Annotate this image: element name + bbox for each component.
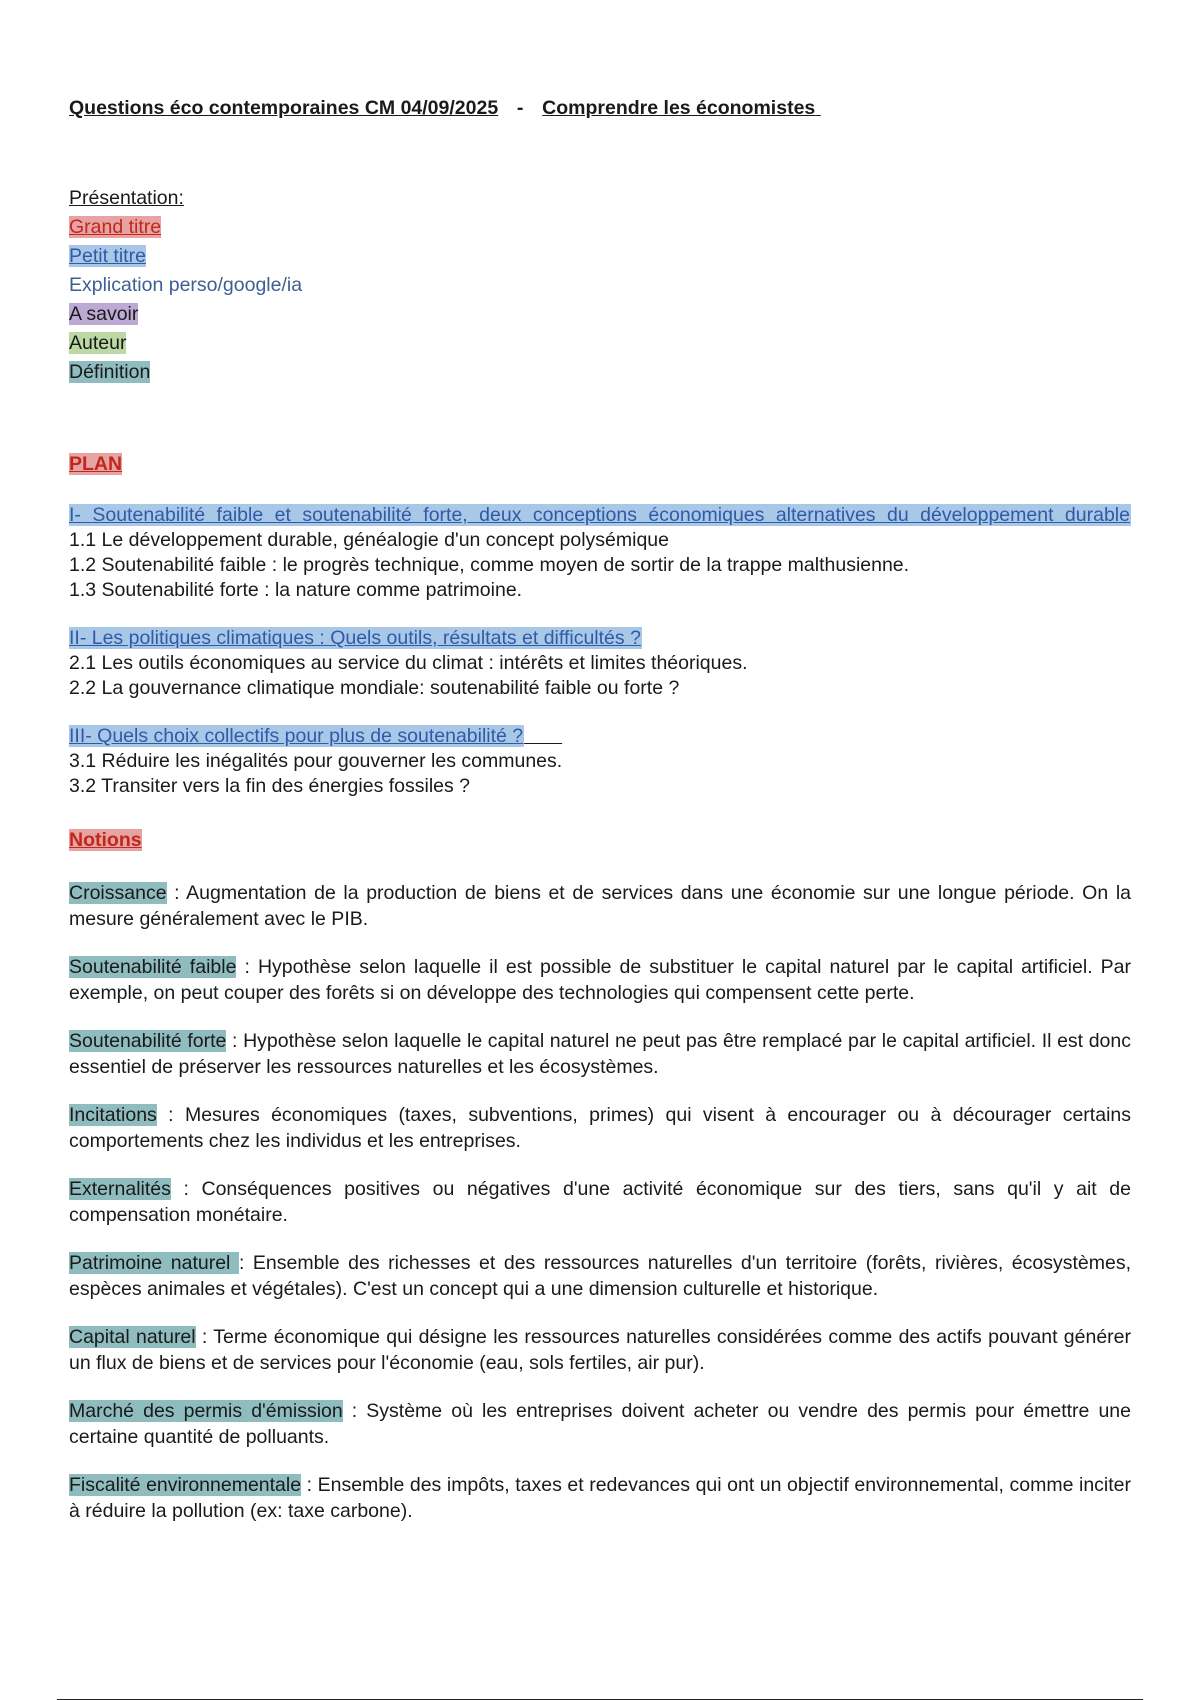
- plan-heading: [69, 451, 1131, 478]
- notion-term: Soutenabilité forte: [69, 1030, 227, 1052]
- legend-petit-titre: Petit titre: [69, 245, 146, 267]
- plan-section-2-title-text: II- Les politiques climatiques : Quels outils, résultats et difficultés ?: [69, 627, 641, 649]
- plan-section-2-title: [69, 626, 1131, 651]
- legend-definition: Définition: [69, 361, 151, 383]
- notion-definition: : Ensemble des richesses et des ressources naturelles d'un territoire (forêts, rivières, écosystèmes, espèces animales et végétales). C'est un concept qui a une dimension culturelle et historique.: [69, 1252, 1131, 1300]
- notion-definition: : Système où les entreprises doivent acheter ou vendre des permis pour émettre une certaine quantité de polluants.: [69, 1400, 1131, 1448]
- plan-item: 2.1 Les outils économiques au service du climat : intérêts et limites théoriques.: [69, 652, 748, 674]
- plan-item: 2.2 La gouvernance climatique mondiale: soutenabilité faible ou forte ?: [69, 677, 680, 699]
- title-separator: -: [516, 97, 524, 119]
- notion-item: [69, 1103, 1131, 1154]
- notion-term: Marché des permis d'émission: [69, 1400, 343, 1422]
- legend-grand-titre: Grand titre: [69, 216, 162, 238]
- notion-definition: : Mesures économiques (taxes, subventions, primes) qui visent à encourager ou à décourager certains comportements chez les individus et les entreprises.: [69, 1104, 1131, 1152]
- title-subtitle: Comprendre les économistes: [542, 97, 816, 119]
- notion-item: [69, 881, 1131, 932]
- notion-definition: : Hypothèse selon laquelle le capital naturel ne peut pas être remplacé par le capital artificiel. Il est donc essentiel de préserver les ressources naturelles et les écosystèmes.: [69, 1030, 1131, 1078]
- notion-item: [69, 1177, 1131, 1228]
- plan-heading-text: PLAN: [69, 453, 123, 475]
- notions-heading-text: Notions: [69, 829, 142, 851]
- plan-item: 3.2 Transiter vers la fin des énergies fossiles ?: [69, 775, 471, 797]
- plan-item: 1.1 Le développement durable, généalogie d'un concept polysémique: [69, 529, 669, 551]
- plan-section-3-title-text: III- Quels choix collectifs pour plus de soutenabilité ?: [69, 725, 524, 747]
- title-main: Questions éco contemporaines CM 04/09/2025: [69, 97, 499, 119]
- notion-definition: : Hypothèse selon laquelle il est possible de substituer le capital naturel par le capital artificiel. Par exemple, on peut couper des forêts si on développe des technologies qui compensent cette perte.: [69, 956, 1132, 1004]
- notion-item: [69, 1325, 1131, 1376]
- legend-a-savoir: A savoir: [69, 303, 139, 325]
- notion-definition: : Ensemble des impôts, taxes et redevances qui ont un objectif environnemental, comme inciter à réduire la pollution (ex: taxe carbone).: [69, 1474, 1132, 1522]
- plan-section-1-title: [69, 503, 1131, 528]
- document-title: [69, 96, 1131, 122]
- notion-item: [69, 1029, 1131, 1080]
- notion-term: Croissance: [69, 882, 167, 904]
- notion-term: Externalités: [69, 1178, 171, 1200]
- notion-definition: : Conséquences positives ou négatives d'une activité économique sur des tiers, sans qu'il y ait de compensation monétaire.: [69, 1178, 1131, 1226]
- legend-auteur: Auteur: [69, 332, 127, 354]
- notion-item: [69, 1473, 1131, 1524]
- document-page: [69, 96, 1131, 1524]
- legend: [69, 185, 1131, 388]
- notion-term: Patrimoine naturel: [69, 1252, 239, 1274]
- plan-item: 1.2 Soutenabilité faible : le progrès technique, comme moyen de sortir de la trappe malthusienne.: [69, 554, 910, 576]
- plan-section-3-title: [69, 724, 1131, 749]
- notion-term: Incitations: [69, 1104, 157, 1126]
- legend-explication: Explication perso/google/ia: [69, 274, 303, 296]
- notion-item: [69, 1251, 1131, 1302]
- notion-definition: : Augmentation de la production de biens et de services dans une économie sur une longue période. On la mesure généralement avec le PIB.: [69, 882, 1131, 930]
- notion-item: [69, 1399, 1131, 1450]
- notion-item: [69, 955, 1131, 1006]
- notion-term: Fiscalité environnementale: [69, 1474, 302, 1496]
- plan-item: 3.1 Réduire les inégalités pour gouverner les communes.: [69, 750, 563, 772]
- plan-item: 1.3 Soutenabilité forte : la nature comme patrimoine.: [69, 579, 523, 601]
- notion-definition: : Terme économique qui désigne les ressources naturelles considérées comme des actifs pouvant générer un flux de biens et de services pour l'économie (eau, sols fertiles, air pur).: [69, 1326, 1131, 1374]
- plan-section-1-title-text: I- Soutenabilité faible et soutenabilité forte, deux conceptions économiques alternatives du développement durable: [69, 504, 1130, 526]
- notion-term: Capital naturel: [69, 1326, 196, 1348]
- notions-heading: [69, 827, 1131, 854]
- legend-heading: Présentation:: [69, 187, 184, 209]
- notion-term: Soutenabilité faible: [69, 956, 237, 978]
